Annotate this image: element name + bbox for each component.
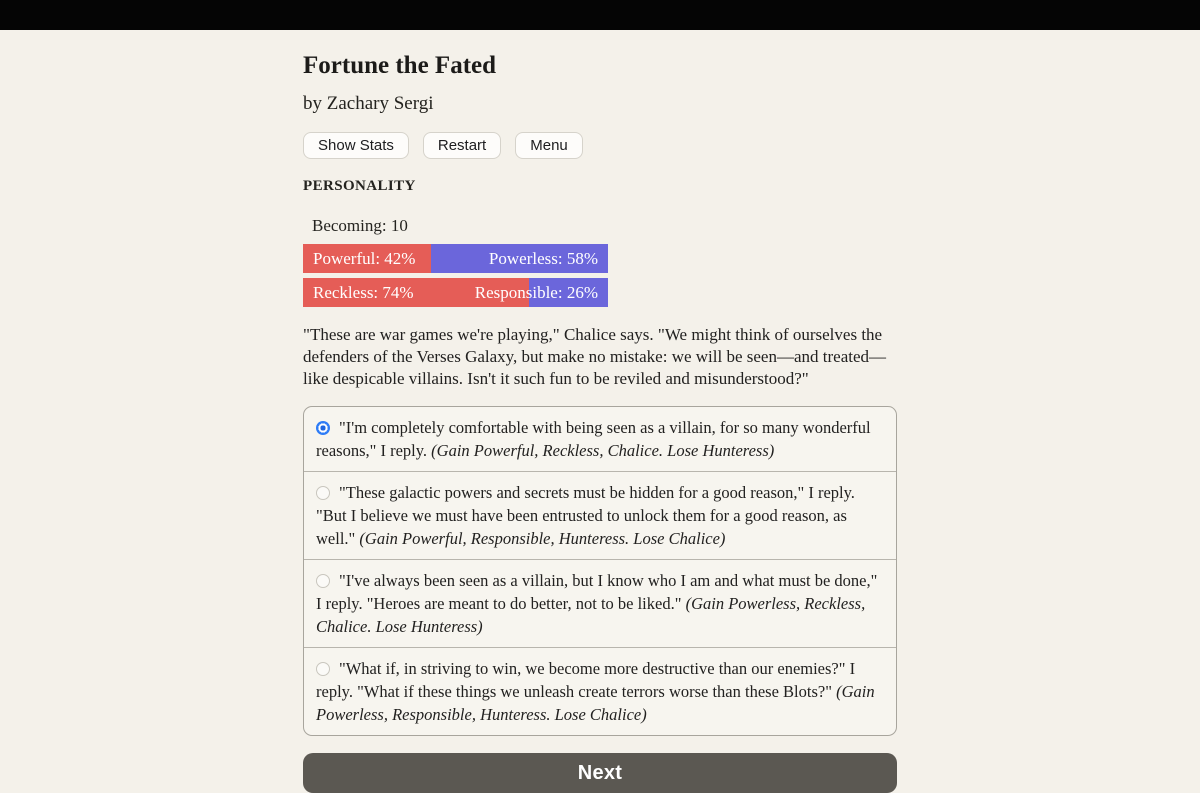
choice-option-1[interactable] [304, 407, 896, 472]
radio-button[interactable] [316, 421, 330, 435]
choice-text: "These galactic powers and secrets must be hidden for a good reason," I reply. "But I believe we must have been entrusted to unlock them for a good reason, as well." [316, 483, 855, 548]
choice-effects: (Gain Powerful, Responsible, Hunteress. Lose Chalice) [359, 529, 726, 548]
next-button[interactable]: Next [303, 753, 897, 793]
choice-option-2[interactable] [304, 472, 896, 560]
choice-effects: (Gain Powerless, Responsible, Hunteress. Lose Chalice) [316, 682, 875, 724]
stat-label-powerless: Powerless: 58% [488, 249, 598, 268]
radio-button[interactable] [316, 574, 330, 588]
choice-group [303, 406, 897, 736]
stat-bars [303, 244, 608, 307]
stat-label-responsible: Responsible: 26% [474, 283, 598, 302]
story-text: "These are war games we're playing," Chalice says. "We might think of ourselves the defenders of the Verses Galaxy, but make no mistake: we will be seen—and treated—like despicable villains. Isn't it such fun to be reviled and misunderstood?" [303, 325, 887, 388]
radio-button[interactable] [316, 662, 330, 676]
becoming-stat: Becoming: 10 [312, 216, 408, 235]
choice-effects: (Gain Powerful, Reckless, Chalice. Lose Hunteress) [431, 441, 775, 460]
stat-bar-powerful-powerless [303, 244, 608, 273]
menu-button[interactable]: Menu [515, 132, 583, 159]
stat-label-powerful: Powerful: 42% [313, 249, 416, 268]
choice-effects: (Gain Powerless, Reckless, Chalice. Lose Hunteress) [316, 594, 866, 636]
show-stats-button[interactable]: Show Stats [303, 132, 409, 159]
choice-text: "What if, in striving to win, we become more destructive than our enemies?" I reply. "What if these things we unleash create terrors worse than these Blots?" [316, 659, 856, 701]
game-content [303, 52, 897, 793]
stat-bar-reckless-responsible [303, 278, 608, 307]
personality-heading: PERSONALITY [303, 178, 416, 194]
top-black-bar [0, 0, 1200, 30]
toolbar [303, 132, 897, 159]
choice-text: "I've always been seen as a villain, but I know who I am and what must be done," I reply. "Heroes are meant to do better, not to be liked." [316, 571, 878, 613]
choice-text: "I'm completely comfortable with being seen as a villain, for so many wonderful reasons," I reply. [316, 418, 871, 460]
choice-option-3[interactable] [304, 560, 896, 648]
stat-label-reckless: Reckless: 74% [313, 283, 414, 302]
restart-button[interactable]: Restart [423, 132, 501, 159]
radio-button[interactable] [316, 486, 330, 500]
page-title: Fortune the Fated [303, 52, 497, 79]
choice-option-4[interactable] [304, 648, 896, 735]
author-byline: by Zachary Sergi [303, 93, 434, 114]
